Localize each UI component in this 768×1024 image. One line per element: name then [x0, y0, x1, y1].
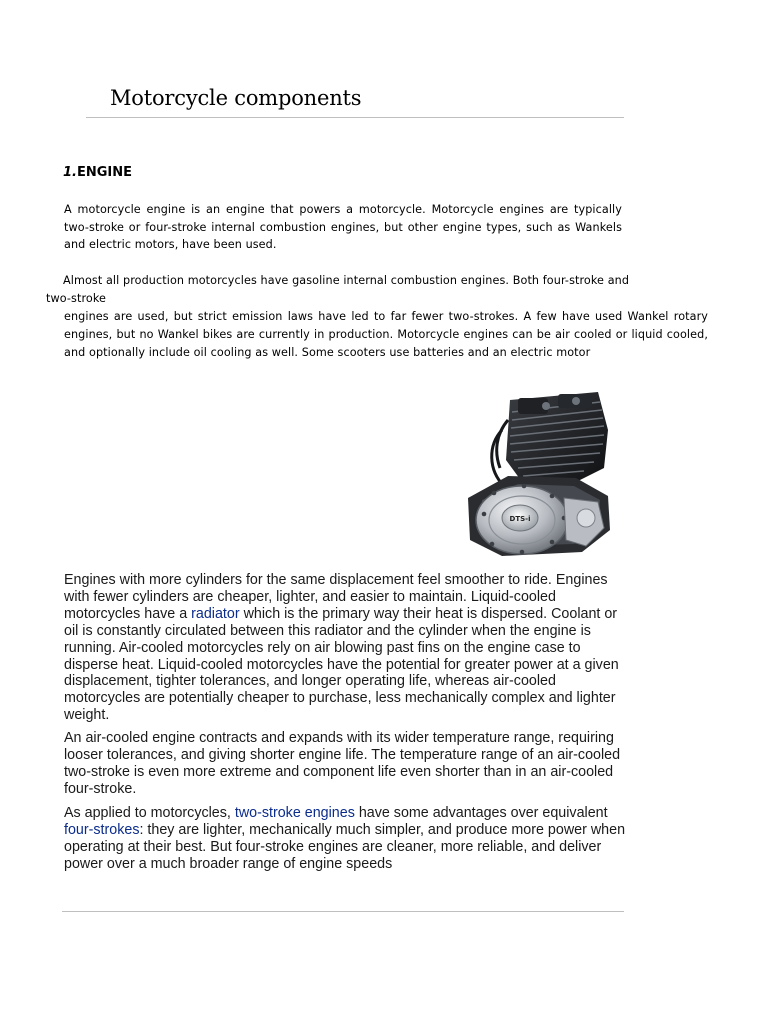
fuel-paragraph-line-2: two-stroke [46, 291, 107, 305]
engine-badge: DTS-i [509, 515, 531, 523]
cylinders-text-2: which is the primary way their heat is dispersed. Coolant or oil is constantly circulated between this radiator and the cylinder when the engine is running. Air-cooled motorcycles rely on air blowing past fins on the engine case to disperse heat. Liquid-cooled motorcycles have the potential for greater power at a given displacement, tighter tolerances, and longer operating life, whereas air-cooled motorcycles are potentially cheaper to purchase, less mechanically complex and lighter weight. [64, 605, 619, 724]
two-stroke-text-1: As applied to motorcycles, [64, 805, 235, 821]
cylinders-paragraph [64, 572, 630, 724]
fuel-paragraph-line-1: Almost all production motorcycles have gasoline internal combustion engines. Both four-stroke and [63, 274, 630, 287]
fuel-paragraph-continued: engines are used, but strict emission laws have led to far fewer two-strokes. A few have used Wankel rotary engines, but no Wankel bikes are currently in production. Motorcycle engines can be air cooled or liquid cooled, and optionally include oil cooling as well. Some scooters use batteries and an electric motor [64, 310, 708, 359]
air-cooled-paragraph: An air-cooled engine contracts and expands with its wider temperature range, requiring looser tolerances, and giving shorter engine life. The temperature range of an air-cooled two-stroke is even more extreme and component life even shorter than in an air-cooled four-stroke. [64, 730, 621, 797]
cylinder-head [506, 392, 608, 490]
intro-paragraph: A motorcycle engine is an engine that powers a motorcycle. Motorcycle engines are typically two-stroke or four-stroke internal combustion engines, but other engine types, such as Wankels and electric motors, have been used. [64, 203, 622, 252]
radiator-link[interactable]: radiator [191, 605, 240, 622]
two-stroke-paragraph [64, 805, 630, 873]
two-stroke-text-3: : they are lighter, mechanically much simpler, and produce more power when operating at their best. But four-stroke engines are cleaner, more reliable, and deliver power over a much broader range of engine speeds [64, 821, 626, 872]
title-divider [86, 117, 624, 118]
section-title: ENGINE [76, 165, 133, 180]
fuel-paragraph-start [46, 272, 708, 308]
engine-cables [492, 420, 508, 486]
two-stroke-text-2: have some advantages over equivalent [354, 805, 608, 821]
two-stroke-engines-link[interactable]: two-stroke engines [234, 805, 355, 821]
cylinders-text-1: Engines with more cylinders for the same displacement feel smoother to ride. Engines with fewer cylinders are cheaper, lighter, and easier to maintain. Liquid-cooled motorcycles have a [64, 572, 608, 622]
engine-image [448, 390, 616, 560]
section-heading [63, 165, 132, 180]
page-title: Motorcycle components [110, 86, 362, 110]
bottom-divider [62, 911, 624, 912]
four-strokes-link[interactable]: four-strokes [64, 821, 140, 838]
section-number: 1. [63, 165, 77, 180]
